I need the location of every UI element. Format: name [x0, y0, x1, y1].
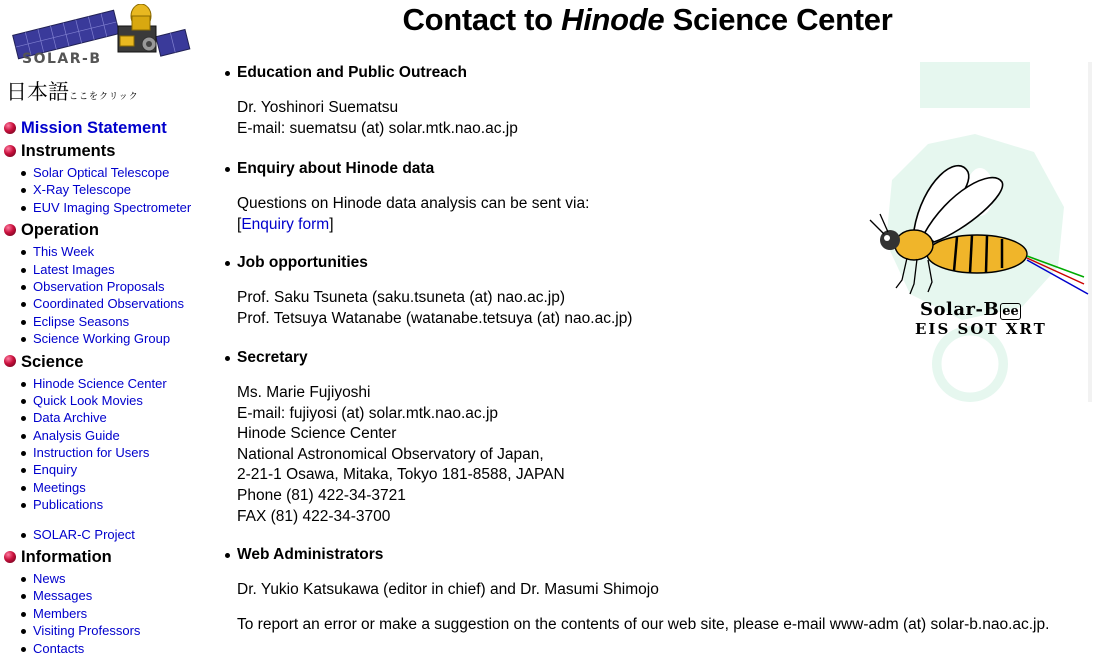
section-heading: Enquiry about Hinode data: [222, 158, 1092, 180]
section-secretary: [222, 347, 1092, 544]
nav-link[interactable]: Data Archive: [33, 410, 107, 426]
nav-item-euv-imaging-spectrometer[interactable]: [0, 199, 210, 216]
nav-list-instruments: [0, 164, 210, 216]
section-body: [222, 383, 1092, 527]
section-body: [222, 288, 1092, 329]
nav-item-instruction-for-users[interactable]: [0, 444, 210, 461]
nav-link[interactable]: Observation Proposals: [33, 278, 165, 294]
section-heading: Education and Public Outreach: [222, 62, 1092, 84]
japanese-link-small: ここをクリック: [69, 92, 139, 102]
nav-item-science-working-group[interactable]: [0, 330, 210, 347]
nav-section-information: [0, 547, 210, 657]
contact-line: Prof. Tetsuya Watanabe (watanabe.tetsuya (at) nao.ac.jp): [237, 309, 633, 327]
section-heading: Web Administrators: [222, 544, 1092, 566]
section-education-outreach: [222, 62, 1092, 158]
nav-item-latest-images[interactable]: [0, 261, 210, 278]
sidebar-nav: [0, 118, 210, 657]
nav-link[interactable]: Latest Images: [33, 261, 115, 277]
red-ball-icon: [4, 355, 16, 367]
red-ball-icon: [4, 145, 16, 157]
nav-item-publications[interactable]: [0, 496, 210, 513]
section-body: [222, 580, 1092, 635]
nav-link[interactable]: X-Ray Telescope: [33, 182, 132, 198]
nav-item-contacts[interactable]: [0, 640, 210, 657]
contact-line: E-mail: fujiyosi (at) solar.mtk.nao.ac.jp: [237, 404, 499, 422]
nav-link[interactable]: Contacts: [33, 640, 85, 656]
nav-heading-operation-label: Operation: [21, 221, 99, 240]
nav-list-operation: [0, 243, 210, 347]
section-web-administrators: [222, 544, 1092, 635]
nav-list-science: [0, 375, 210, 514]
nav-link[interactable]: Coordinated Observations: [33, 296, 185, 312]
enquiry-text: Questions on Hinode data analysis can be sent via:: [237, 195, 590, 212]
section-job-opportunities: [222, 252, 1092, 347]
nav-heading-science-label: Science: [21, 352, 84, 371]
solar-bee-subtitle: EIS SOT XRT: [915, 320, 1047, 338]
nav-item-news[interactable]: [0, 570, 210, 587]
nav-item-members[interactable]: [0, 605, 210, 622]
nav-item-eclipse-seasons[interactable]: [0, 313, 210, 330]
nav-section-mission: [0, 118, 210, 141]
section-heading: Job opportunities: [222, 252, 1092, 274]
nav-item-coordinated-observations[interactable]: [0, 295, 210, 312]
contact-line: Ms. Marie Fujiyoshi: [237, 384, 371, 401]
page-title-pre: Contact to: [402, 2, 562, 37]
contact-line: Hinode Science Center: [237, 425, 397, 443]
red-ball-icon: [4, 122, 16, 134]
nav-link[interactable]: Instruction for Users: [33, 445, 150, 461]
solar-bee-title-text: Solar-B: [920, 299, 1000, 320]
contact-line: Prof. Saku Tsuneta (saku.tsuneta (at) nao.ac.jp): [237, 289, 565, 306]
contact-line: FAX (81) 422-34-3700: [237, 507, 391, 525]
admin-names: Dr. Yukio Katsukawa (editor in chief) and Dr. Masumi Shimojo: [237, 581, 659, 598]
nav-link[interactable]: Science Working Group: [33, 331, 171, 347]
nav-item-enquiry[interactable]: [0, 461, 210, 478]
nav-item-meetings[interactable]: [0, 479, 210, 496]
nav-link[interactable]: News: [33, 571, 66, 587]
nav-link[interactable]: Enquiry: [33, 462, 78, 478]
enquiry-form-link[interactable]: Enquiry form: [241, 215, 330, 233]
nav-item-x-ray-telescope[interactable]: [0, 181, 210, 198]
nav-link[interactable]: This Week: [33, 244, 95, 260]
nav-list-information: [0, 570, 210, 657]
nav-item-data-archive[interactable]: [0, 409, 210, 426]
page-title: [0, 2, 1100, 38]
nav-item-analysis-guide[interactable]: [0, 427, 210, 444]
nav-item-quick-look-movies[interactable]: [0, 392, 210, 409]
nav-link[interactable]: Visiting Professors: [33, 623, 141, 639]
nav-heading-operation: [0, 220, 210, 243]
sidebar: [0, 0, 210, 661]
nav-item-mission-statement-label: Mission Statement: [21, 119, 167, 137]
contact-line: Phone (81) 422-34-3721: [237, 486, 406, 504]
nav-item-solar-c-project[interactable]: [0, 526, 210, 543]
nav-item-mission-statement[interactable]: [0, 118, 210, 141]
nav-heading-information: [0, 547, 210, 570]
contact-line: 2-21-1 Osawa, Mitaka, Tokyo 181-8588, JAPAN: [237, 466, 565, 484]
satellite-label: SOLAR-B: [22, 51, 102, 67]
bracket-close: ]: [329, 215, 334, 233]
nav-item-visiting-professors[interactable]: [0, 622, 210, 639]
nav-link[interactable]: SOLAR-C Project: [33, 526, 135, 542]
red-ball-icon: [4, 224, 16, 236]
nav-link[interactable]: EUV Imaging Spectrometer: [33, 199, 192, 215]
nav-heading-information-label: Information: [21, 548, 112, 567]
nav-list-solar-c: [0, 526, 210, 543]
contact-name: Dr. Yoshinori Suematsu: [237, 99, 399, 116]
nav-heading-science: [0, 352, 210, 375]
section-body: [222, 194, 1092, 235]
page-title-italic: Hinode: [561, 2, 665, 37]
nav-link[interactable]: Meetings: [33, 479, 86, 495]
solar-bee-title-boxed: ee: [1002, 304, 1019, 319]
nav-link[interactable]: Members: [33, 605, 88, 621]
section-body: [222, 98, 1092, 139]
nav-section-operation: [0, 220, 210, 347]
nav-section-instruments: [0, 141, 210, 216]
red-ball-icon: [4, 551, 16, 563]
nav-heading-instruments: [0, 141, 210, 164]
contact-line: National Astronomical Observatory of Japan,: [237, 445, 544, 463]
section-enquiry: [222, 158, 1092, 252]
nav-item-solar-optical-telescope[interactable]: [0, 164, 210, 181]
nav-link[interactable]: Eclipse Seasons: [33, 313, 130, 329]
japanese-link-big: 日本語: [6, 80, 69, 104]
section-heading: Secretary: [222, 347, 1092, 369]
main-content: [222, 62, 1092, 649]
nav-section-science: [0, 352, 210, 544]
nav-item-hinode-science-center[interactable]: [0, 375, 210, 392]
page-title-post: Science Center: [664, 2, 893, 37]
japanese-language-link[interactable]: [6, 76, 139, 106]
nav-link[interactable]: Hinode Science Center: [33, 375, 167, 391]
nav-item-observation-proposals[interactable]: [0, 278, 210, 295]
nav-link[interactable]: Quick Look Movies: [33, 392, 143, 408]
nav-link[interactable]: Analysis Guide: [33, 427, 120, 443]
nav-link[interactable]: Messages: [33, 588, 93, 604]
nav-link[interactable]: Solar Optical Telescope: [33, 165, 170, 180]
nav-heading-instruments-label: Instruments: [21, 142, 116, 160]
admin-report-text: To report an error or make a suggestion on the contents of our web site, please e-mail www-adm (at) solar-b.nao.ac.jp.: [237, 615, 1050, 633]
nav-item-messages[interactable]: [0, 587, 210, 604]
bracket-open: [: [237, 215, 242, 233]
contact-email: E-mail: suematsu (at) solar.mtk.nao.ac.jp: [237, 119, 518, 137]
nav-link[interactable]: Publications: [33, 497, 104, 513]
enquiry-link-line: [237, 215, 1092, 236]
nav-item-this-week[interactable]: [0, 243, 210, 260]
